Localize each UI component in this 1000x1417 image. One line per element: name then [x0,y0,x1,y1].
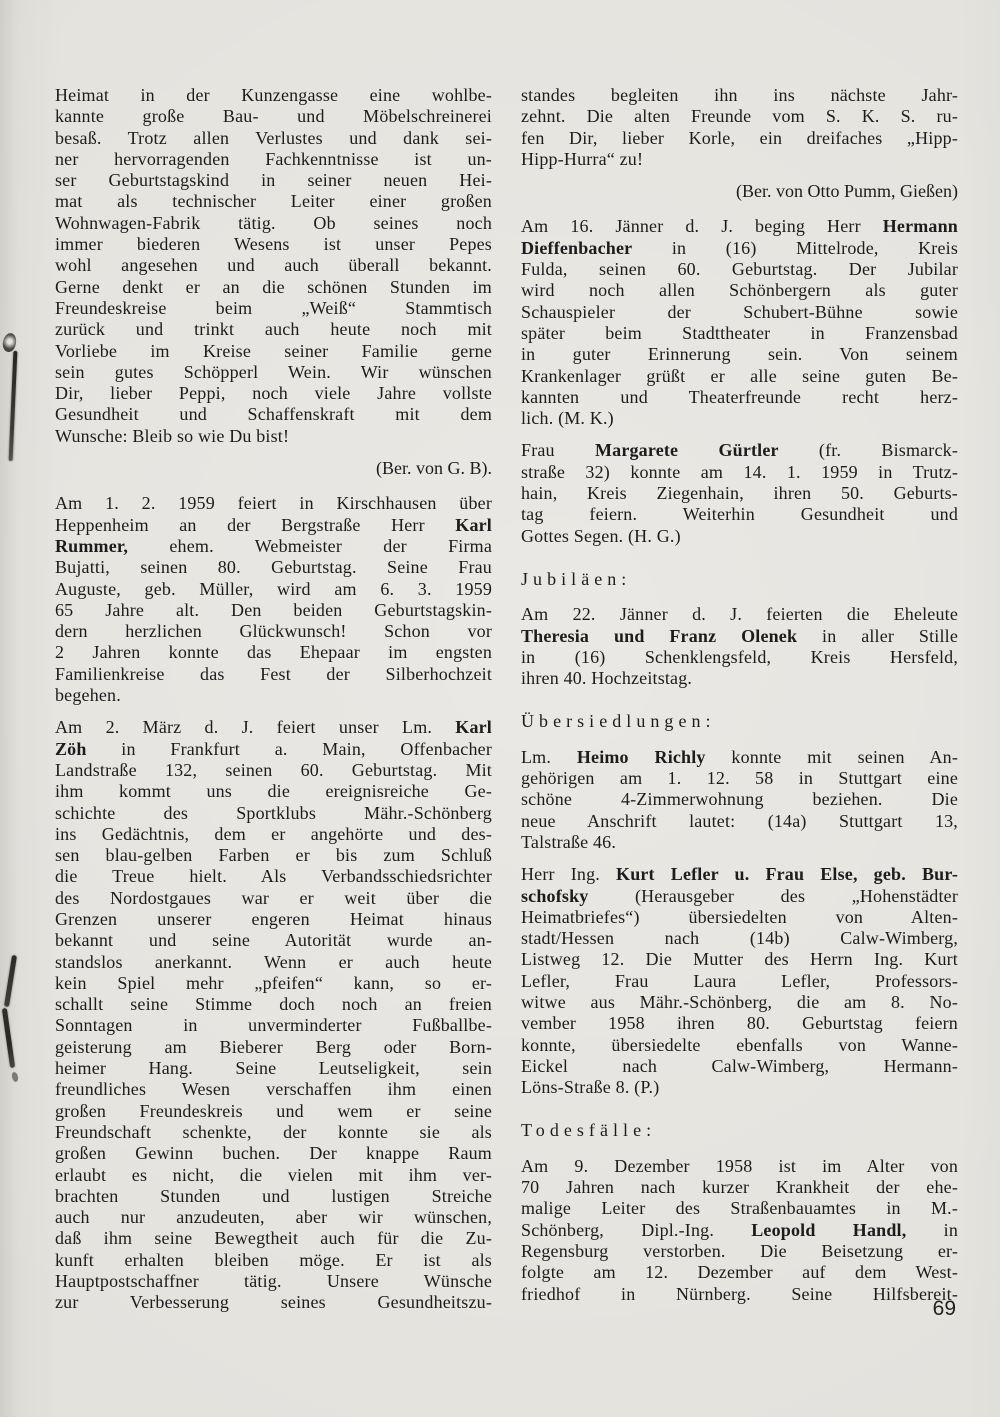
text-run: Krankenlager grüßt er alle seine guten Be- [521,365,958,386]
text-run: Heppenheim an der Bergstraße Herr [55,514,456,535]
text-line [521,1220,958,1241]
bold-name-run: Margarete Gürtler [594,440,779,461]
text-run: Wohnwagen-Fabrik tätig. Ob seines noch [55,212,492,233]
text-run: in (16) Schenklengsfeld, Kreis Hersfeld, [521,646,958,667]
text-line [55,277,492,298]
text-line [55,973,492,994]
text-line [55,383,492,404]
paragraph [521,604,958,689]
text-line [521,1284,958,1305]
text-run: erlaubt es nicht, die vielen mit ihm ver- [55,1164,492,1185]
text-line [55,1292,492,1313]
text-run: Am 9. Dezember 1958 ist im Alter von [521,1155,958,1176]
text-line [521,928,958,949]
text-line [55,717,492,738]
text-run: Hipp-Hurra“ zu! [521,148,644,169]
text-run: besaß. Trotz allen Verlustes und dank sei- [55,127,492,148]
attribution-line: (Ber. von Otto Pumm, Gießen) [736,181,958,202]
text-line [55,1058,492,1079]
section-heading: Übersiedlungen: [521,711,716,732]
text-line [521,1156,958,1177]
text-line [55,930,492,951]
text-line [55,149,492,170]
text-line [521,504,958,525]
text-run: Am 22. Jänner d. J. feierten die Eheleute [521,604,958,625]
text-line [521,483,958,504]
paragraph [521,864,958,1098]
text-run: freundliches Wesen verschaffen ihm einen [55,1079,492,1100]
text-run: Wunsche: Bleib so wie Du bist! [55,425,290,446]
text-line [55,1143,492,1164]
text-run: Lm. [521,746,577,767]
text-run: 70 Jahren nach kurzer Krankheit der ehe- [521,1177,958,1198]
text-run: lich. (M. K.) [521,408,614,429]
text-run: ins Gedächtnis, dem er angehörte und des- [55,823,492,844]
text-run: kannten und Theaterfreunde recht herz- [521,386,958,407]
text-run: brachten Stunden und lustigen Streiche [55,1185,492,1206]
text-line [55,579,492,600]
text-line [521,668,958,689]
text-run: des Nordostgaues war er weit über die [55,887,492,908]
text-run: Freundeskreise beim „Weiß“ Stammtisch [55,297,492,318]
text-line [55,888,492,909]
text-line [521,302,958,323]
bold-name-run: schofsky [521,885,589,906]
text-run: standes begleiten ihn ins nächste Jahr- [521,85,958,105]
text-line [55,319,492,340]
paragraph [521,747,958,853]
text-line [521,238,958,259]
text-line [521,259,958,280]
text-run: tag feiern. Weiterhin Gesundheit und [521,504,958,525]
text-line [55,234,492,255]
text-run: Bujatti, seinen 80. Geburtstag. Seine Frau [55,557,492,578]
text-run: später beim Stadttheater in Franzensbad [521,322,958,343]
text-run: Am 1. 2. 1959 feiert in Kirschhausen über [55,493,492,514]
text-run: kunft erhalten bleiben möge. Er ist als [55,1249,492,1270]
text-run: begehen. [55,685,121,706]
bold-name-run: Rummer, [55,535,129,556]
text-run: sein gutes Schöpperl Wein. Wir wünschen [55,361,492,382]
text-line [55,341,492,362]
text-column-left [55,85,492,1325]
text-line [55,866,492,887]
text-line [521,768,958,789]
text-line [55,536,492,557]
text-line [521,604,958,625]
text-line [55,85,492,106]
text-run: mat als technischer Leiter einer großen [55,191,492,212]
text-line [55,255,492,276]
text-run: daß ihm seine Bewegtheit auch für die Zu- [55,1228,492,1249]
text-run: folgte am 12. Dezember auf dem West- [521,1262,958,1283]
text-run: kein Spiel mehr „pfeifen“ kann, so er- [55,972,492,993]
text-run: geisterung am Bieberer Berg oder Born- [55,1036,492,1057]
ink-dot-artifact [11,1071,19,1082]
text-line [55,909,492,930]
text-run: (fr. Bismarck- [778,440,958,461]
text-line [521,949,958,970]
text-line [521,408,958,429]
text-line [521,280,958,301]
text-line [55,557,492,578]
bold-name-run: Karl [455,514,492,535]
text-line [521,462,958,483]
text-run: fen Dir, lieber Korle, ein dreifaches „Hipp- [521,127,958,148]
text-line [55,685,492,706]
text-run: immer biederen Wesens ist unser Pepes [55,234,492,255]
text-run: heimer Hang. Seine Leutseligkeit, sein [55,1058,492,1079]
bold-name-run: Leopold Handl, [751,1219,907,1240]
ink-blob-artifact [1,332,18,354]
text-run: bekannt und seine Autorität wurde an- [55,930,492,951]
text-run: Landstraße 132, seinen 60. Geburtstag. Mit [55,759,492,780]
text-line [55,426,492,447]
text-run: Frau [521,440,595,461]
text-line [521,387,958,408]
text-run: hain, Kreis Ziegenhain, ihren 50. Geburts- [521,483,958,504]
text-run: Fulda, seinen 60. Geburtstag. Der Jubilar [521,259,958,280]
text-run: Schauspieler der Schubert-Bühne sowie [521,301,958,322]
text-run: Vorliebe im Kreise seiner Familie gerne [55,340,492,361]
text-line [521,971,958,992]
text-line [55,739,492,760]
text-line [521,832,958,853]
text-line [55,760,492,781]
text-line [55,642,492,663]
text-line [521,1013,958,1034]
text-run: zur Verbesserung seines Gesundheitszu- [55,1292,492,1313]
text-line [55,664,492,685]
text-line [55,1207,492,1228]
text-run: Löns-Straße 8. (P.) [521,1077,660,1098]
text-run: Listweg 12. Die Mutter des Herrn Ing. Kurt [521,949,958,970]
text-line [55,1015,492,1036]
text-run: die Treue hielt. Als Verbandsschiedsrichter [55,866,492,887]
paragraph [55,85,492,447]
text-line [55,781,492,802]
text-run: großen Freundeskreis und wem er seine [55,1100,492,1121]
text-line [521,440,958,461]
text-line [55,298,492,319]
text-run: Freundschaft schenkte, der konnte sie als [55,1121,492,1142]
text-line [521,789,958,810]
text-run: großen Gewinn buchen. Der knappe Raum [55,1143,492,1164]
text-run: witwe aus Mähr.-Schönberg, die am 8. No- [521,991,958,1012]
text-run: stadt/Hessen nach (14b) Calw-Wimberg, [521,928,958,949]
text-line [55,1122,492,1143]
text-line [55,170,492,191]
text-columns [55,85,958,1325]
paragraph [521,216,958,429]
text-line [521,526,958,547]
text-line [55,515,492,536]
text-line [55,1079,492,1100]
text-line [55,106,492,127]
text-run: in guter Erinnerung sein. Von seinem [521,344,958,365]
text-run: sen blau-gelben Farben er bis zum Schluß [55,845,492,866]
text-line [55,994,492,1015]
text-run: Heimat in der Kunzengasse eine wohlbe- [55,85,492,105]
section-heading: Jubiläen: [521,568,632,589]
text-line [55,493,492,514]
text-run: in (16) Mittelrode, Kreis [632,237,958,258]
text-run: Am 2. März d. J. feiert unser Lm. [55,717,456,738]
text-run: ihren 40. Hochzeitstag. [521,668,693,689]
text-run: in Frankfurt a. Main, Offenbacher [86,738,492,759]
text-line [521,886,958,907]
text-line [55,845,492,866]
text-line [55,404,492,425]
bold-name-run: Kurt Lefler u. Frau Else, geb. Bur- [616,864,958,885]
text-run: wohl angesehen und auch überall bekannt. [55,255,492,276]
text-line [55,600,492,621]
text-line [55,1101,492,1122]
text-line [55,952,492,973]
text-run: ser Geburtstagskind in seiner neuen Hei- [55,170,492,191]
text-line [55,213,492,234]
ink-streak-artifact [9,351,18,461]
ink-streak-artifact [2,1008,15,1068]
text-line [55,824,492,845]
text-line [55,1037,492,1058]
text-run: 65 Jahre alt. Den beiden Geburtstagskin- [55,599,492,620]
text-run: vember 1958 ihren 80. Geburtstag feiern [521,1013,958,1034]
text-run: auch nur anzudeuten, aber wir wünschen, [55,1207,492,1228]
text-run: Regensburg verstorben. Die Beisetzung er- [521,1240,958,1261]
text-run: Familienkreise das Fest der Silberhochzeit [55,663,492,684]
text-line [521,344,958,365]
attribution-line: (Ber. von G. B). [376,458,492,479]
bold-name-run: Zöh [55,738,87,759]
paragraph [521,440,958,546]
bold-name-run: Dieffenbacher [521,237,633,258]
text-run: Dir, lieber Peppi, noch viele Jahre vollste [55,383,492,404]
text-run: wird noch allen Schönbergern als guter [521,280,958,301]
text-line [521,747,958,768]
text-line [55,1228,492,1249]
text-line [521,992,958,1013]
ink-streak-artifact [4,955,17,1007]
text-run: Gesundheit und Schaffenskraft mit dem [55,404,492,425]
text-line [55,1186,492,1207]
text-run: Herr Ing. [521,864,617,885]
text-run: Talstraße 46. [521,831,617,852]
text-line [521,864,958,885]
text-run: dern herzlichen Glückwunsch! Schon vor [55,621,492,642]
text-line [55,191,492,212]
text-run: malige Leiter des Straßenbauamtes in M.- [521,1198,958,1219]
text-run: neue Anschrift lautet: (14a) Stuttgart 13, [521,810,958,831]
text-run: konnte, übersiedelte ebenfalls von Wanne- [521,1034,958,1055]
text-run: ner hervorragenden Fachkenntnisse ist un- [55,148,492,169]
text-run: gehörigen am 1. 12. 58 in Stuttgart eine [521,768,958,789]
text-run: Gottes Segen. (H. G.) [521,525,681,546]
text-line [521,907,958,928]
text-line [521,1262,958,1283]
text-line [521,128,958,149]
text-line [521,647,958,668]
text-line [521,811,958,832]
text-run: in aller Stille [797,625,959,646]
paragraph [521,1156,958,1305]
bold-name-run: Karl [455,717,492,738]
text-line [55,362,492,383]
text-line [521,85,958,106]
text-line [521,1241,958,1262]
text-line [55,803,492,824]
text-run: straße 32) konnte am 14. 1. 1959 in Trutz- [521,461,958,482]
text-line [521,366,958,387]
text-run: schichte des Sportklubs Mähr.-Schönberg [55,802,492,823]
text-run: ehem. Webmeister der Firma [128,535,492,556]
text-run: konnte mit seinen An- [705,746,959,767]
text-run: Auguste, geb. Müller, wird am 6. 3. 1959 [55,578,492,599]
text-line [55,1250,492,1271]
text-line [521,1198,958,1219]
paragraph [521,85,958,170]
paragraph [55,717,492,1313]
text-run: 2 Jahren konnte das Ehepaar im engsten [55,642,492,663]
text-line [55,128,492,149]
bold-name-run: Hermann [882,216,958,237]
text-run: schallt seine Stimme doch noch an freien [55,994,492,1015]
section-heading: Todesfälle: [521,1120,657,1141]
text-line [55,1165,492,1186]
text-run: zurück und trinkt auch heute noch mit [55,319,492,340]
text-column-right [521,85,958,1325]
text-line [521,106,958,127]
text-run: Schönberg, Dipl.-Ing. [521,1219,752,1240]
text-run: Heimatbriefes“) übersiedelten von Alten- [521,906,958,927]
text-run: Hauptpostschaffner tätig. Unsere Wünsche [55,1271,492,1292]
bold-name-run: Theresia und Franz Olenek [521,625,798,646]
text-line [521,1035,958,1056]
text-line [521,149,958,170]
text-run: schöne 4-Zimmerwohnung beziehen. Die [521,789,958,810]
text-run: friedhof in Nürnberg. Seine Hilfsbereit- [521,1283,958,1304]
text-line [521,626,958,647]
text-line [521,1056,958,1077]
text-run: Grenzen unserer engeren Heimat hinaus [55,908,492,929]
paragraph [55,493,492,706]
text-run: ihm kommt uns die ereignisreiche Ge- [55,781,492,802]
text-run: Sonntagen in unverminderter Fußballbe- [55,1015,492,1036]
text-run: in [906,1219,959,1240]
page-number: 69 [932,1297,956,1320]
bold-name-run: Heimo Richly [576,746,706,767]
text-line [521,323,958,344]
text-line [55,1271,492,1292]
text-line [521,216,958,237]
text-run: kannte große Bau- und Möbelschreinerei [55,106,492,127]
text-run: zehnt. Die alten Freunde vom S. K. S. ru- [521,106,958,127]
text-run: Eickel nach Calw-Wimberg, Hermann- [521,1055,958,1076]
text-run: Lefler, Frau Laura Lefler, Professors- [521,970,958,991]
text-line [521,1177,958,1198]
text-line [55,621,492,642]
text-run: Am 16. Jänner d. J. beging Herr [521,216,883,237]
text-run: standslos anerkannt. Wenn er auch heute [55,951,492,972]
text-line [521,1077,958,1098]
text-run: Gerne denkt er an die schönen Stunden im [55,276,492,297]
text-run: (Herausgeber des „Hohenstädter [588,885,958,906]
